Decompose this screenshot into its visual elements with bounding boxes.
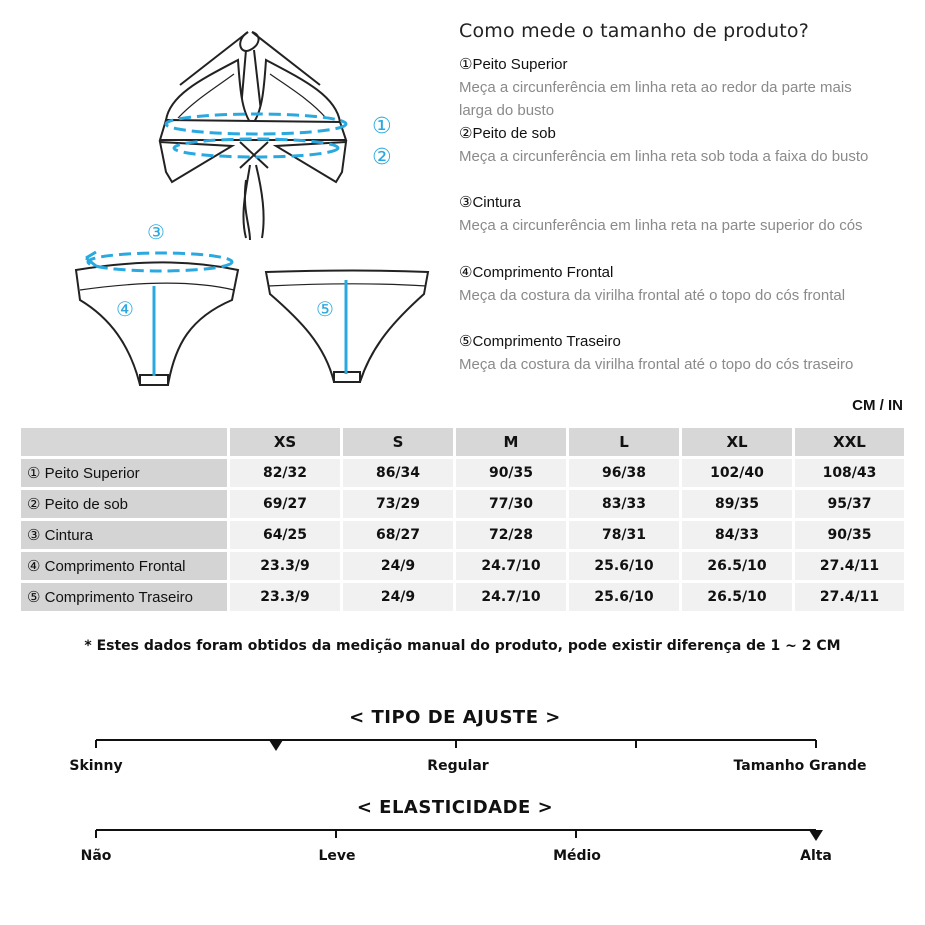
elasticity-label-none: Não: [80, 848, 112, 864]
header-size: S: [343, 428, 453, 456]
table-cell: 24.7/10: [456, 583, 566, 611]
elasticity-label-high: Alta: [800, 848, 832, 864]
table-cell: 24/9: [343, 583, 453, 611]
table-cell: 89/35: [682, 490, 792, 518]
fit-label-regular: Regular: [427, 758, 489, 774]
table-cell: 78/31: [569, 521, 679, 549]
garment-illustrations: [0, 0, 450, 400]
table-cell: 25.6/10: [569, 583, 679, 611]
table-cell: 84/33: [682, 521, 792, 549]
marker-1: ①: [372, 114, 392, 139]
elasticity-marker: [809, 830, 823, 841]
row-label: ④ Comprimento Frontal: [21, 552, 227, 580]
table-cell: 83/33: [569, 490, 679, 518]
table-cell: 82/32: [230, 459, 340, 487]
measure-heading-2: ②Peito de sob: [459, 125, 556, 142]
table-cell: 26.5/10: [682, 583, 792, 611]
measure-desc-1: Meça a circunferência em linha reta ao redor da parte mais larga do busto: [459, 79, 852, 119]
measure-heading-3: ③Cintura: [459, 194, 521, 211]
bottom-front-drawing: [76, 262, 238, 385]
header-size: L: [569, 428, 679, 456]
measure-heading-1: ①Peito Superior: [459, 56, 568, 73]
table-cell: 24.7/10: [456, 552, 566, 580]
fit-label-large: Tamanho Grande: [733, 758, 867, 774]
row-label: ③ Cintura: [21, 521, 227, 549]
measure-heading-4: ④Comprimento Frontal: [459, 264, 614, 281]
table-cell: 77/30: [456, 490, 566, 518]
header-size: XL: [682, 428, 792, 456]
measure-desc-4: Meça da costura da virilha frontal até o topo do cós frontal: [459, 287, 846, 304]
table-cell: 108/43: [795, 459, 904, 487]
header-size: M: [456, 428, 566, 456]
table-cell: 23.3/9: [230, 552, 340, 580]
table-cell: 27.4/11: [795, 552, 904, 580]
marker-5: ⑤: [316, 297, 334, 321]
bikini-top-drawing: [160, 32, 346, 240]
table-cell: 90/35: [456, 459, 566, 487]
table-cell: 96/38: [569, 459, 679, 487]
table-cell: 27.4/11: [795, 583, 904, 611]
fit-type-title: < TIPO DE AJUSTE >: [349, 707, 561, 728]
fit-label-skinny: Skinny: [69, 758, 123, 774]
header-size: XXL: [795, 428, 904, 456]
measure-heading-5: ⑤Comprimento Traseiro: [459, 333, 621, 350]
row-label: ② Peito de sob: [21, 490, 227, 518]
table-cell: 102/40: [682, 459, 792, 487]
table-cell: 95/37: [795, 490, 904, 518]
table-cell: 23.3/9: [230, 583, 340, 611]
measure-desc-2: Meça a circunferência em linha reta sob toda a faixa do busto: [459, 148, 869, 165]
table-cell: 26.5/10: [682, 552, 792, 580]
table-cell: 25.6/10: [569, 552, 679, 580]
row-label: ⑤ Comprimento Traseiro: [21, 583, 227, 611]
marker-4: ④: [116, 297, 134, 321]
marker-3: ③: [147, 220, 165, 244]
table-cell: 86/34: [343, 459, 453, 487]
measure-desc-5: Meça da costura da virilha frontal até o topo do cós traseiro: [459, 356, 854, 373]
marker-2: ②: [372, 145, 392, 170]
unit-label: CM / IN: [852, 397, 903, 414]
row-label: ① Peito Superior: [21, 459, 227, 487]
table-cell: 64/25: [230, 521, 340, 549]
elasticity-title: < ELASTICIDADE >: [356, 797, 554, 818]
header-corner: [21, 428, 227, 456]
fit-marker: [269, 740, 283, 751]
table-cell: 69/27: [230, 490, 340, 518]
table-cell: 90/35: [795, 521, 904, 549]
elasticity-label-medium: Médio: [553, 848, 601, 864]
how-to-measure-title: Como mede o tamanho de produto?: [459, 20, 810, 42]
measure-desc-3: Meça a circunferência em linha reta na parte superior do cós: [459, 217, 863, 234]
fit-type-scale: [0, 734, 925, 754]
header-size: XS: [230, 428, 340, 456]
table-cell: 68/27: [343, 521, 453, 549]
table-cell: 73/29: [343, 490, 453, 518]
elasticity-label-light: Leve: [318, 848, 356, 864]
table-cell: 72/28: [456, 521, 566, 549]
elasticity-scale: [0, 824, 925, 844]
table-cell: 24/9: [343, 552, 453, 580]
footnote: * Estes dados foram obtidos da medição manual do produto, pode existir diferença de 1 ~ 2 CM: [84, 638, 841, 654]
